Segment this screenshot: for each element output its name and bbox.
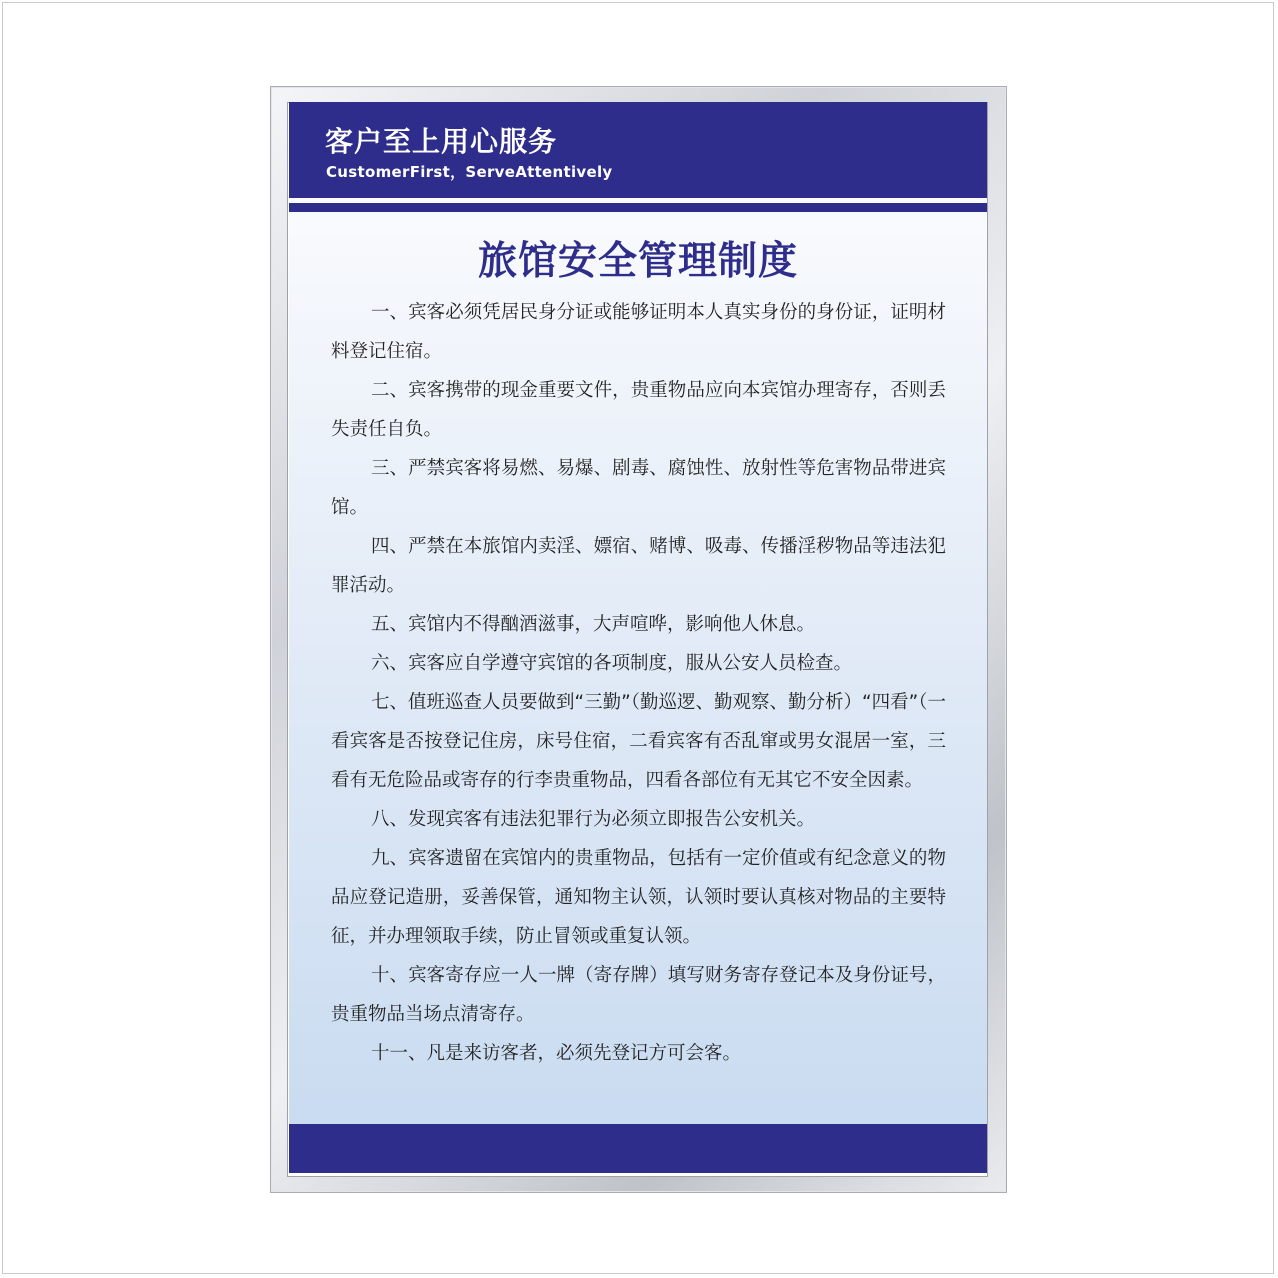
footer-bar xyxy=(289,1124,987,1173)
rule-item: 五、宾馆内不得酗酒滋事，大声喧哗，影响他人休息。 xyxy=(371,614,816,635)
document-title: 旅馆安全管理制度 xyxy=(477,239,798,284)
header-title: 客户至上用心服务 xyxy=(325,125,558,158)
sign-panel xyxy=(289,102,987,1173)
header-banner xyxy=(289,102,987,198)
header-subtitle: CustomerFirst，ServeAttentively xyxy=(326,163,613,181)
rule-item: 二、宾客携带的现金重要文件，贵重物品应向本宾馆办理寄存，否则丢失责任自负。 xyxy=(331,380,946,440)
rule-item: 三、严禁宾客将易燃、易爆、剧毒、腐蚀性、放射性等危害物品带进宾馆。 xyxy=(331,458,946,518)
rule-item: 十一、凡是来访客者，必须先登记方可会客。 xyxy=(371,1043,742,1064)
rule-item: 十、宾客寄存应一人一牌（寄存牌）填写财务寄存登记本及身份证号，贵重物品当场点清寄存。 xyxy=(331,965,946,1025)
rule-item: 六、宾客应自学遵守宾馆的各项制度，服从公安人员检查。 xyxy=(371,653,853,674)
rule-item: 一、宾客必须凭居民身分证或能够证明本人真实身份的身份证，证明材料登记住宿。 xyxy=(331,302,946,362)
rule-item: 九、宾客遗留在宾馆内的贵重物品，包括有一定价值或有纪念意义的物品应登记造册，妥善保管，通知物主认领，认领时要认真核对物品的主要特征，并办理领取手续，防止冒领或重复认领。 xyxy=(331,848,946,947)
rule-item: 四、严禁在本旅馆内卖淫、嫖宿、赌博、吸毒、传播淫秽物品等违法犯罪活动。 xyxy=(331,536,946,596)
rule-item: 八、发现宾客有违法犯罪行为必须立即报告公安机关。 xyxy=(371,809,816,830)
header-stripe xyxy=(289,203,987,212)
rule-item: 七、值班巡查人员要做到“三勤”（勤巡逻、勤观察、勤分析）“四看”（一看宾客是否按登记住房，床号住宿，二看宾客有否乱窜或男女混居一室，三看有无危险品或寄存的行李贵重物品，四看各部位有无其它不安全因素。 xyxy=(331,692,946,791)
rules-list xyxy=(331,293,946,1073)
